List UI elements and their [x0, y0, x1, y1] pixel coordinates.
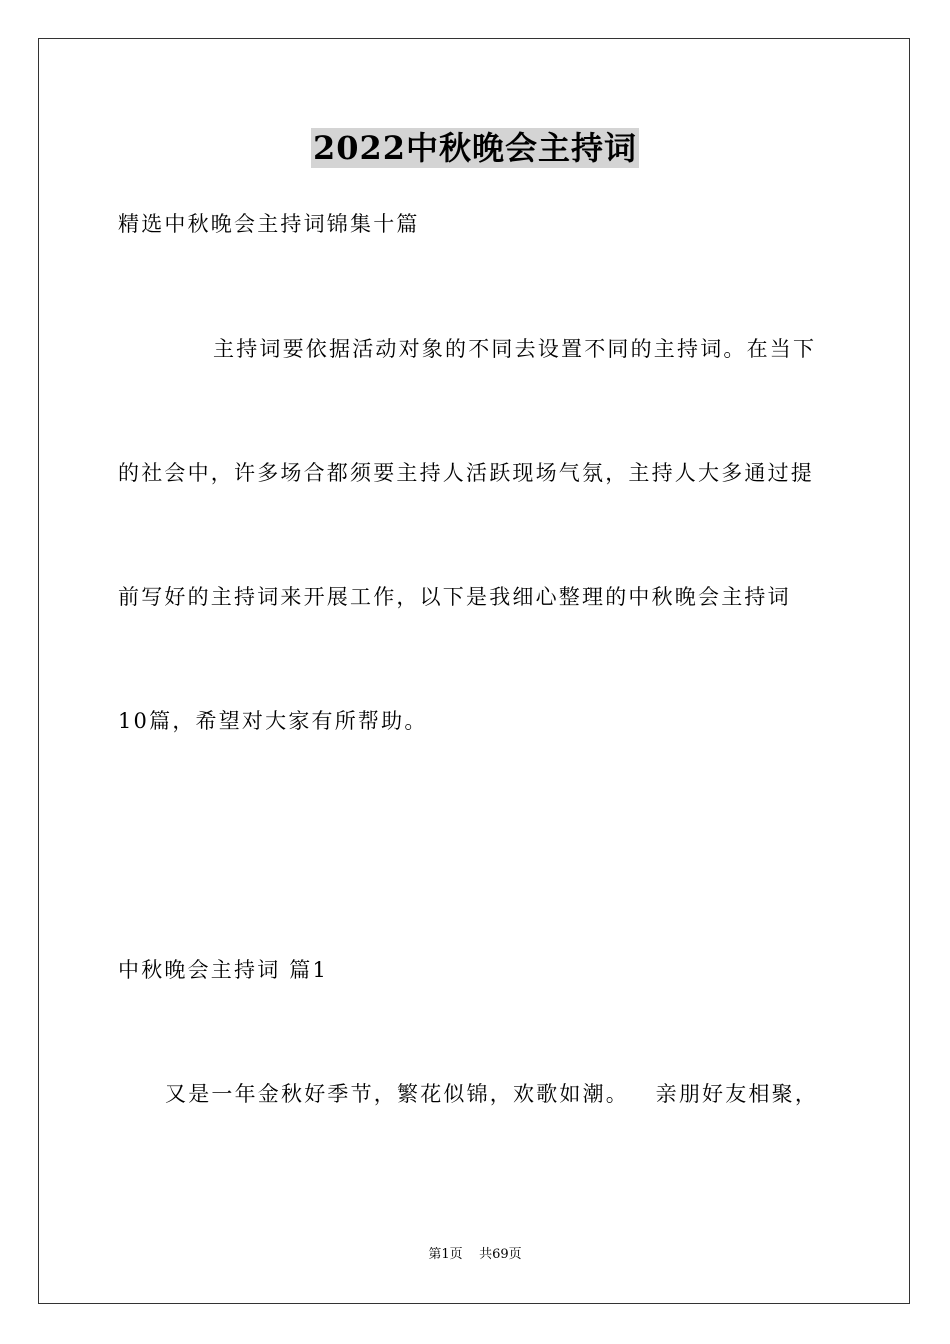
title-container — [0, 128, 950, 168]
intro-line-1: 主持词要依据活动对象的不同去设置不同的主持词。在当下 — [213, 337, 817, 361]
section-body-line: 又是一年金秋好季节，繁花似锦，欢歌如潮。 亲朋好友相聚， — [165, 1082, 819, 1106]
document-title: 2022中秋晚会主持词 — [312, 129, 638, 167]
intro-line-3: 前写好的主持词来开展工作，以下是我细心整理的中秋晚会主持词 — [118, 585, 791, 609]
page-footer — [0, 1246, 950, 1264]
intro-line-4: 10篇，希望对大家有所帮助。 — [118, 709, 428, 733]
page-number: 第1页 — [428, 1247, 463, 1262]
section-heading: 中秋晚会主持词 篇1 — [118, 958, 329, 982]
intro-line-2: 的社会中，许多场合都须要主持人活跃现场气氛，主持人大多通过提 — [118, 461, 814, 485]
document-subtitle: 精选中秋晚会主持词锦集十篇 — [118, 212, 420, 236]
page-total: 共69页 — [479, 1247, 522, 1262]
